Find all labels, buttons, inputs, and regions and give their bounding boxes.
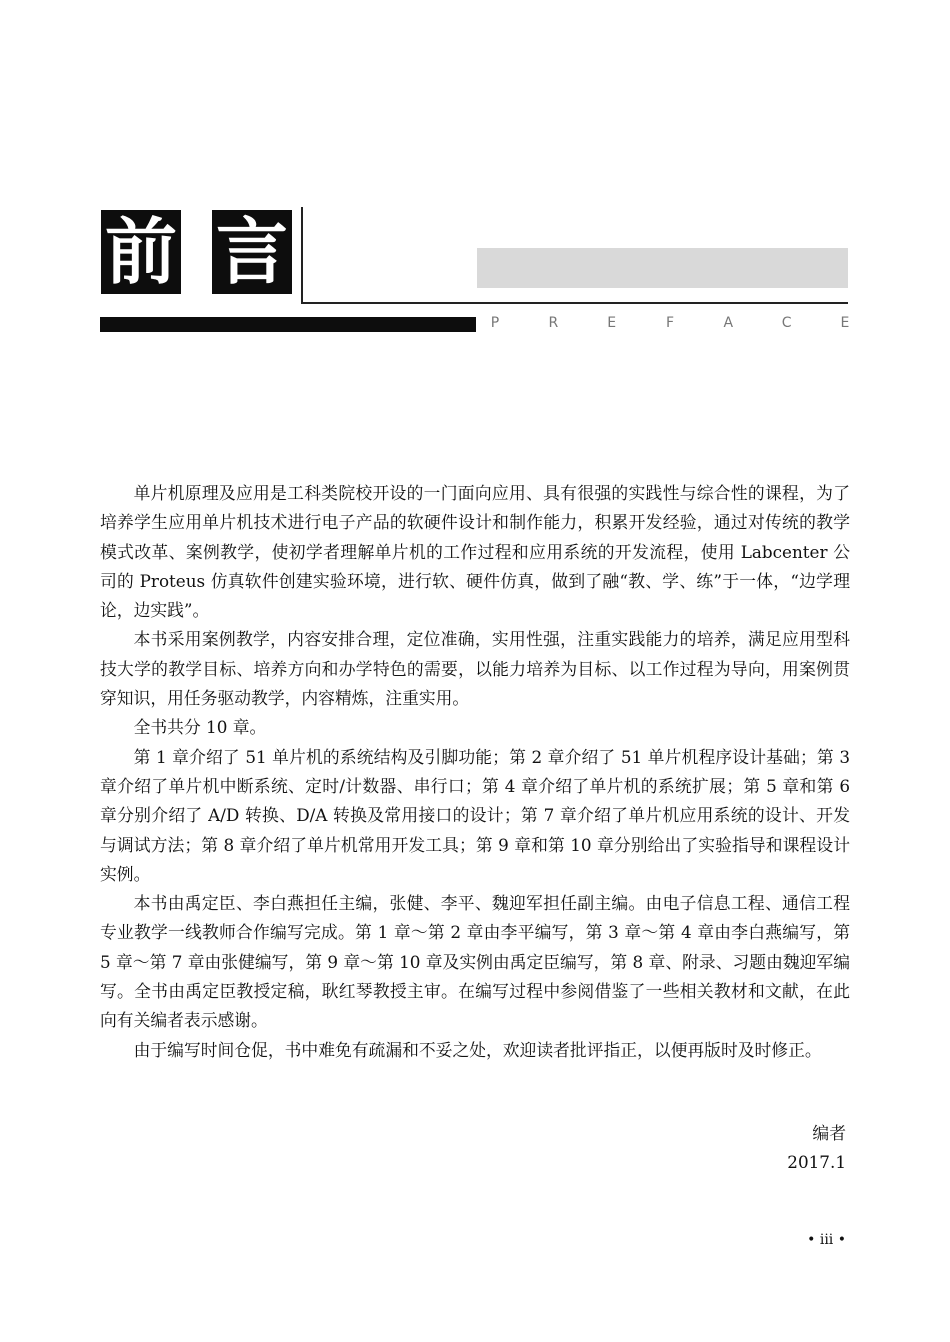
preface-letter: F xyxy=(665,315,675,331)
paragraph-closing: 由于编写时间仓促，书中难免有疏漏和不妥之处，欢迎读者批评指正，以便再版时及时修正。 xyxy=(133,1039,822,1060)
preface-letter: A xyxy=(723,315,734,331)
page-number: • iii • xyxy=(807,1232,846,1248)
preface-subtitle xyxy=(490,315,850,335)
title-char-2: 言 xyxy=(212,210,292,294)
preface-letter: E xyxy=(607,315,617,331)
preface-letter: C xyxy=(781,315,792,331)
preface-letter: E xyxy=(840,315,850,331)
title-char-1: 前 xyxy=(101,210,181,294)
paragraph-approach: 本书采用案例教学，内容安排合理，定位准确，实用性强，注重实践能力的培养，满足应用型科技大学的教学目标、培养方向和办学特色的需要，以能力培养为目标、以工作过程为导向，用案例贯穿知识，用任务驱动教学，内容精炼，注重实用。 xyxy=(100,629,850,709)
preface-letter: R xyxy=(548,315,559,331)
paragraph-intro: 单片机原理及应用是工科类院校开设的一门面向应用、具有很强的实践性与综合性的课程，为了培养学生应用单片机技术进行电子产品的软硬件设计和制作能力，积累开发经验，通过对传统的教学模式改革、案例教学，使初学者理解单片机的工作过程和应用系统的开发流程，使用 Labcenter 公司的 Proteus 仿真软件创建实验环境，进行软、硬件仿真，做到了融“教、学、练”于一体，“边学理论，边实践”。 xyxy=(100,483,850,621)
signature-date: 2017.1 xyxy=(787,1152,846,1172)
header-vertical-rule xyxy=(301,207,303,304)
header-black-bar xyxy=(100,317,476,332)
header-grey-bar xyxy=(477,248,848,288)
paragraph-authors: 本书由禹定臣、李白燕担任主编，张健、李平、魏迎军担任副主编。由电子信息工程、通信工程专业教学一线教师合作编写完成。第 1 章～第 2 章由李平编写，第 3 章～第 4 章由李白燕编写，第 5 章～第 7 章由张健编写，第 9 章～第 10 章及实例由禹定臣编写，第 8 章、附录、习题由魏迎军编写。全书由禹定臣教授定稿，耿红琴教授主审。在编写过程中参阅借鉴了一些相关教材和文献，在此向有关编者表示感谢。 xyxy=(100,893,850,1031)
preface-body xyxy=(100,479,850,1065)
header-horizontal-rule xyxy=(301,302,848,304)
paragraph-chapter-summary: 第 1 章介绍了 51 单片机的系统结构及引脚功能；第 2 章介绍了 51 单片机程序设计基础；第 3 章介绍了单片机中断系统、定时/计数器、串行口；第 4 章介绍了单片机的系统扩展；第 5 章和第 6 章分别介绍了 A/D 转换、D/A 转换及常用接口的设计；第 7 章介绍了单片机应用系统的设计、开发与调试方法；第 8 章介绍了单片机常用开发工具；第 9 章和第 10 章分别给出了实验指导和课程设计实例。 xyxy=(100,746,850,884)
paragraph-chapter-count: 全书共分 10 章。 xyxy=(133,717,267,738)
signature-author: 编者 xyxy=(812,1123,846,1143)
preface-letter: P xyxy=(490,315,500,331)
